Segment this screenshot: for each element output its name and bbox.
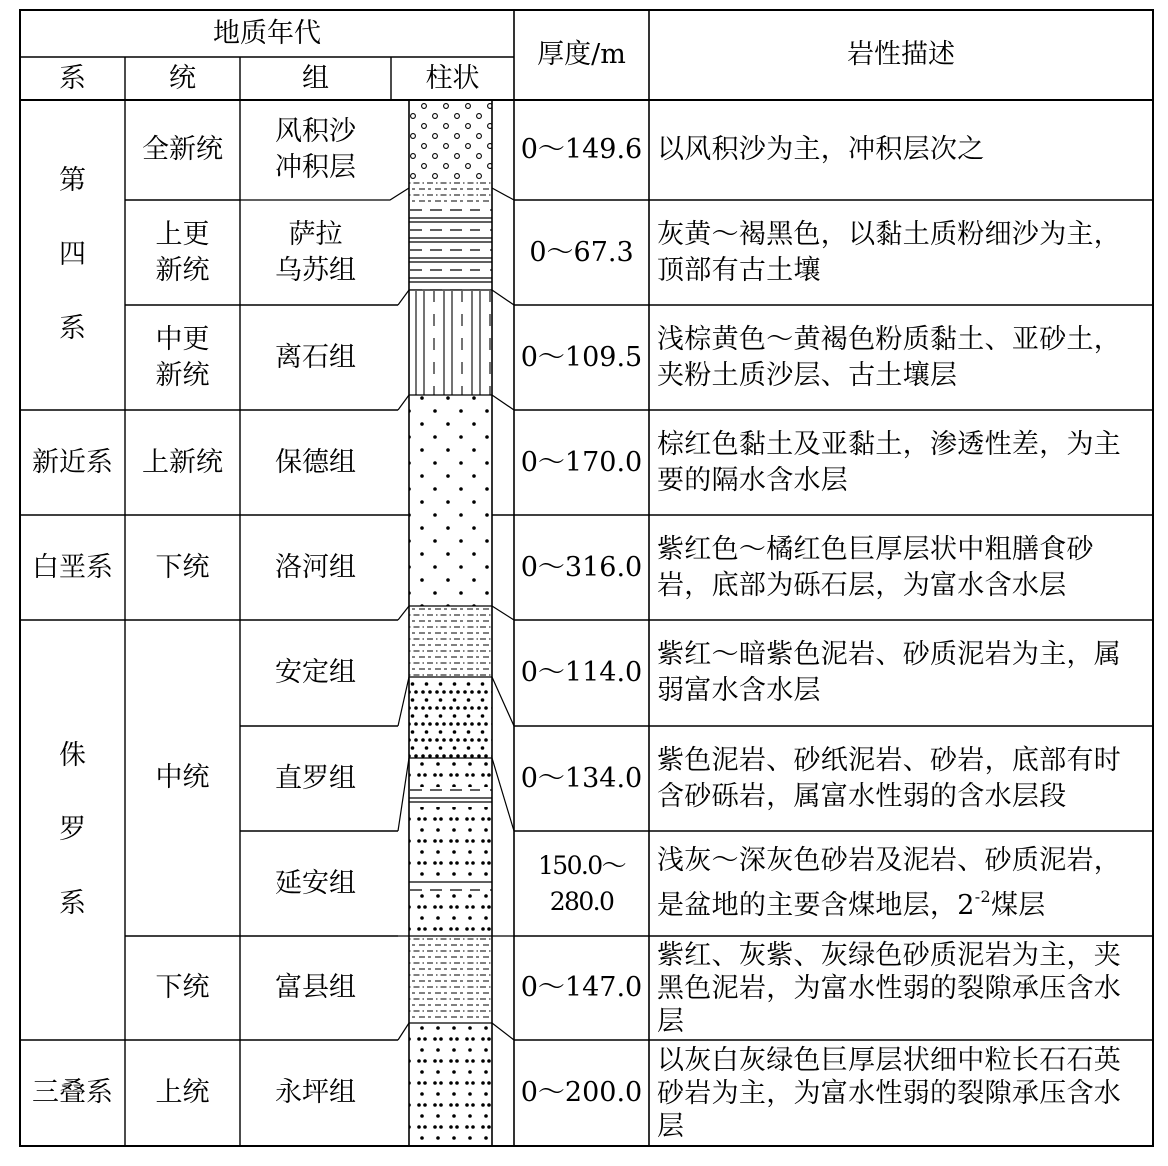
description-cell: 紫色泥岩、砂纸泥岩、砂岩，底部有时 含砂砾岩，属富水性弱的含水层段	[657, 744, 1122, 812]
thickness-cell: 0～200.0	[520, 1077, 643, 1108]
description-cell-yanan	[657, 831, 1151, 936]
thickness-cell: 0～134.0	[520, 762, 643, 794]
system-quaternary: 第 四 系	[59, 165, 86, 344]
lithology-mudstone	[409, 607, 492, 677]
system-jurassic: 侏 罗 系	[59, 740, 86, 919]
thickness-cell: 0～109.5	[520, 341, 643, 373]
lithology-coal-stripes-2	[409, 879, 492, 893]
lithology-silt-clay	[409, 206, 492, 290]
lithology-loess	[409, 291, 492, 395]
lithology-coal-bearing	[409, 807, 492, 879]
formation-cell: 萨拉 乌苏组	[275, 218, 356, 286]
thickness-cell: 0～170.0	[520, 446, 643, 478]
system-neogene: 新近系	[32, 446, 113, 478]
series-upper-pleistocene: 上更 新统	[155, 218, 210, 286]
lithology-column	[409, 101, 492, 1144]
description-tail: 煤层	[990, 890, 1046, 921]
description-main: 浅灰～深灰色砂岩及泥岩、砂质泥岩， 是盆地的主要含煤地层，2	[657, 845, 1122, 921]
header-series: 统	[169, 62, 196, 94]
formation-cell: 离石组	[275, 341, 356, 373]
lithology-sandy-mudstone	[409, 937, 492, 1023]
header-column: 柱状	[425, 62, 480, 94]
lithology-gravel-sand	[409, 101, 492, 181]
formation-cell: 延安组	[275, 867, 356, 899]
series-middle-pleistocene: 中更 新统	[155, 323, 210, 391]
formation-cell: 风积沙 冲积层	[275, 116, 356, 183]
header-geologic-age: 地质年代	[213, 17, 321, 49]
thickness-cell: 0～67.3	[529, 236, 634, 268]
formation-cell: 永坪组	[275, 1077, 356, 1108]
lithology-sparse-dots	[409, 396, 492, 606]
description-cell: 以风积沙为主，冲积层次之	[657, 134, 985, 165]
series-pliocene: 上新统	[142, 446, 223, 478]
header-system: 系	[59, 62, 86, 94]
thickness-cell: 0～147.0	[520, 972, 643, 1003]
header-thickness: 厚度/m	[537, 39, 626, 70]
formation-cell: 保德组	[275, 446, 356, 478]
formation-cell: 安定组	[275, 657, 356, 688]
description-cell: 以灰白灰绿色巨厚层状细中粒长石石英 砂岩为主，为富水性弱的裂隙承压含水 层	[657, 1044, 1122, 1142]
system-triassic: 三叠系	[32, 1077, 113, 1108]
description-cell: 紫红、灰紫、灰绿色砂质泥岩为主，夹 黑色泥岩，为富水性弱的裂隙承压含水 层	[657, 939, 1122, 1037]
thickness-cell: 0～149.6	[520, 134, 643, 165]
formation-cell: 富县组	[275, 972, 356, 1003]
header-formation: 组	[302, 62, 329, 94]
thickness-cell: 0～316.0	[520, 551, 643, 583]
lithology-dot-band	[409, 759, 492, 787]
formation-cell: 直罗组	[275, 762, 356, 794]
lithology-sandstone	[409, 678, 492, 758]
series-holocene: 全新统	[142, 134, 223, 165]
series-middle-jurassic: 中统	[155, 762, 210, 793]
series-lower-cretaceous: 下统	[155, 551, 210, 583]
description-cell: 浅棕黄色～黄褐色粉质黏土、亚砂土， 夹粉土质沙层、古土壤层	[657, 323, 1122, 391]
coal-seam-superscript: -2	[974, 887, 991, 906]
description-cell: 紫红～暗紫色泥岩、砂质泥岩为主，属 弱富水含水层	[657, 639, 1122, 706]
thickness-cell: 150.0～280.0	[538, 850, 625, 916]
series-lower-jurassic: 下统	[155, 972, 210, 1003]
lithology-dotted-sandstone	[409, 1024, 492, 1144]
series-upper-triassic: 上统	[155, 1077, 210, 1108]
lithology-coal-stripes	[409, 787, 492, 807]
description-cell: 紫红色～橘红色巨厚层状中粗膳食砂 岩，底部为砾石层，为富水含水层	[657, 533, 1094, 601]
lithology-coal-bearing-2	[409, 893, 492, 936]
thickness-cell: 0～114.0	[520, 657, 643, 688]
formation-cell: 洛河组	[275, 551, 356, 583]
lithology-fine-dash	[409, 181, 492, 206]
system-cretaceous: 白垩系	[32, 551, 113, 583]
header-lithology-description: 岩性描述	[847, 39, 955, 70]
description-cell: 棕红色黏土及亚黏土，渗透性差，为主 要的隔水含水层	[657, 428, 1122, 496]
description-cell: 灰黄～褐黑色，以黏土质粉细沙为主， 顶部有古土壤	[657, 218, 1122, 286]
